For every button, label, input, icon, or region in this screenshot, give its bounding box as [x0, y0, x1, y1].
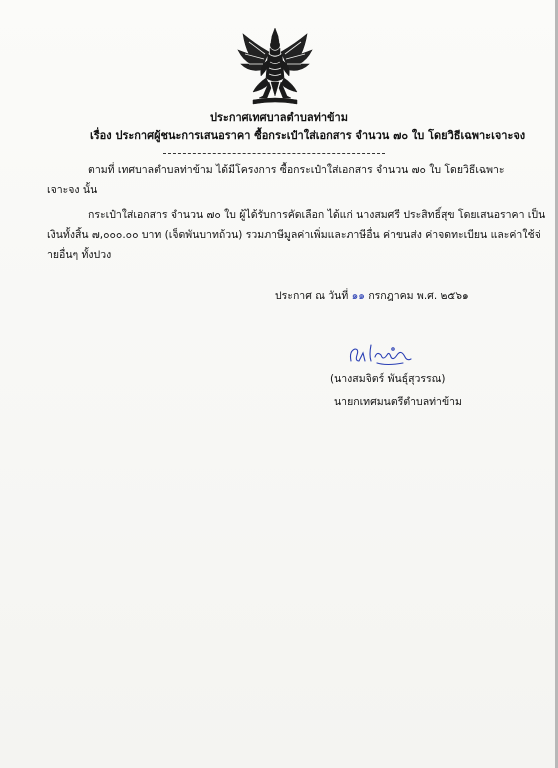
announcement-date [275, 287, 469, 304]
paragraph1-line1: ตามที่ เทศบาลตำบลท่าข้าม ได้มีโครงการ ซื้อกระเป๋าใส่เอกสาร จำนวน ๗๐ ใบ โดยวิธีเฉพาะ [88, 164, 505, 176]
date-month-year: กรกฎาคม พ.ศ. ๒๕๖๑ [368, 290, 469, 302]
dashed-divider [163, 153, 385, 154]
announcement-subject: เรื่อง ประกาศผู้ชนะการเสนอราคา ซื้อกระเป๋าใส่เอกสาร จำนวน ๗๐ ใบ โดยวิธีเฉพาะเจาะจง [90, 129, 526, 142]
announcement-title: ประกาศเทศบาลตำบลท่าข้าม [210, 111, 348, 124]
garuda-emblem-icon [235, 26, 315, 108]
date-prefix: ประกาศ ณ วันที่ [275, 290, 349, 302]
signer-position: นายกเทศมนตรีตำบลท่าข้าม [334, 396, 462, 408]
paragraph1-line2: เจาะจง นั้น [47, 184, 98, 196]
paragraph2-line1: กระเป๋าใส่เอกสาร จำนวน ๗๐ ใบ ผู้ได้รับการคัดเลือก ได้แก่ นางสมศรี ประสิทธิ์สุข โดยเสนอราคา เป็น [88, 209, 546, 221]
paragraph2-line2: เงินทั้งสิ้น ๗,๐๐๐.๐๐ บาท (เจ็ดพันบาทถ้วน) รวมภาษีมูลค่าเพิ่มและภาษีอื่น ค่าขนส่ง ค่าจดทะเบียน และค่าใช้จ่ [47, 229, 541, 241]
handwritten-signature-icon [347, 341, 415, 367]
paragraph2-line3: ายอื่นๆ ทั้งปวง [47, 249, 112, 261]
signer-name: (นางสมจิตร์ พันธุ์สุวรรณ) [330, 373, 446, 385]
date-day: ๑๑ [351, 290, 365, 302]
